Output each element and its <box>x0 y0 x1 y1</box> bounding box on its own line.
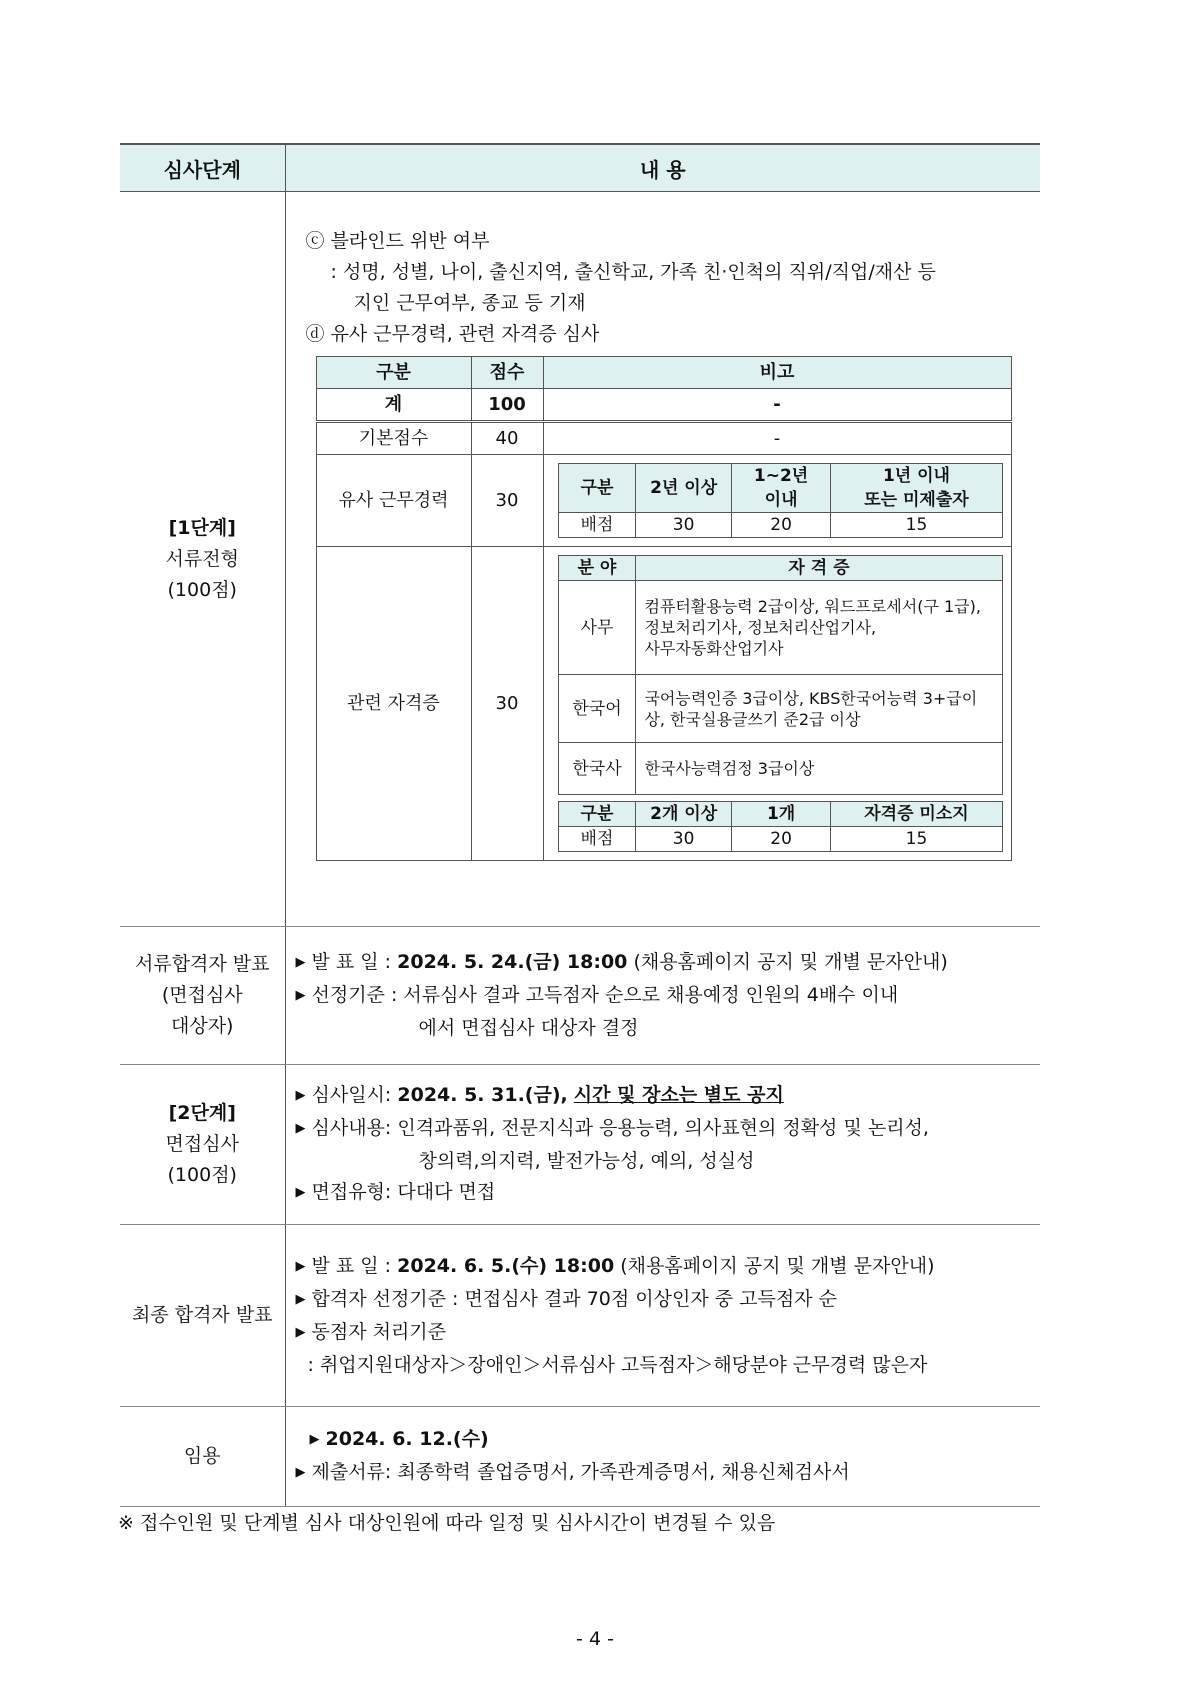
doc-pass-line2 <box>296 980 1041 1013</box>
exp-sub-r1: 배점 <box>558 513 636 538</box>
cert-score-r3: 20 <box>731 827 831 852</box>
stage2-line2 <box>296 1113 1041 1146</box>
score-total-row <box>316 389 1011 422</box>
exp-sub-r2: 30 <box>636 513 731 538</box>
tie-criteria: : 취업지원대상자＞장애인＞서류심사 고득점자＞해당분야 근무경력 많은자 <box>307 1353 928 1376</box>
appoint-content <box>285 1407 1040 1507</box>
score-experience-row <box>316 455 1011 547</box>
final-label: 최종 합격자 발표 <box>120 1225 285 1407</box>
exp-sub-r4: 15 <box>831 513 1002 538</box>
cert-score-h4: 자격증 미소지 <box>831 802 1002 827</box>
stage1-points: (100점) <box>167 578 237 601</box>
blind-check-heading: ⓒ 블라인드 위반 여부 <box>305 230 490 252</box>
bullet-icon: ▶ <box>309 1431 320 1447</box>
bullet-icon: ▶ <box>295 1120 306 1136</box>
score-col-points: 점수 <box>471 357 543 389</box>
stage1-type: 서류전형 <box>165 547 239 570</box>
table-header <box>120 144 1040 192</box>
cert-office-line3: 사무자동화산업기사 <box>644 639 784 658</box>
blind-check-detail-2: 지인 근무여부, 종교 등 기재 <box>353 292 586 314</box>
bullet-icon: ▶ <box>295 1324 306 1340</box>
cert-score-h2: 2개 이상 <box>636 802 731 827</box>
score-col-remarks: 비고 <box>543 357 1011 389</box>
final-criteria: 합격자 선정기준 : 면접심사 결과 70점 이상인자 중 고득점자 순 <box>311 1287 837 1310</box>
cert-row-history <box>558 743 1002 795</box>
tie-criteria-label: 동점자 처리기준 <box>311 1320 447 1343</box>
score-table-header <box>316 357 1011 389</box>
doc-pass-line3: 에서 면접심사 대상자 결정 <box>418 1017 639 1039</box>
experience-sub-header <box>558 464 1002 513</box>
cert-score-r1: 배점 <box>558 827 636 852</box>
cert-row-korean <box>558 675 1002 743</box>
bullet-icon: ▶ <box>295 1087 306 1103</box>
experience-cert-heading: ⓓ 유사 근무경력, 관련 자격증 심사 <box>305 323 600 345</box>
cert-score-header <box>558 802 1002 827</box>
stage1-row <box>120 192 1040 927</box>
doc-pass-label <box>120 927 285 1065</box>
bullet-icon: ▶ <box>295 1291 306 1307</box>
final-row <box>120 1225 1040 1407</box>
exp-sub-r3: 20 <box>731 513 831 538</box>
stage1-name: [1단계] <box>168 516 236 539</box>
cert-list-korean <box>636 675 1002 743</box>
exp-sub-h1: 구분 <box>558 464 636 513</box>
appoint-row <box>120 1407 1040 1507</box>
experience-remarks <box>543 455 1011 547</box>
appoint-label: 임용 <box>120 1407 285 1507</box>
exp-sub-h3b: 이내 <box>764 490 798 510</box>
interview-type-label: 면접유형: <box>311 1180 392 1203</box>
doc-pass-line1 <box>296 947 1041 980</box>
cert-score-r2: 30 <box>636 827 731 852</box>
cert-remarks <box>543 547 1011 861</box>
stage1-label <box>120 192 285 927</box>
cert-list-h1: 분 야 <box>558 556 636 581</box>
footnote: ※ 접수인원 및 단계별 심사 대상인원에 따라 일정 및 심사시간이 변경될 수 있음 <box>118 1512 776 1534</box>
appoint-line2 <box>296 1457 1041 1490</box>
cert-office-line1: 컴퓨터활용능력 2급이상, 워드프로세서(구 1급), <box>644 597 981 616</box>
interview-content-label: 심사내용: <box>311 1116 392 1139</box>
cert-office-line2: 정보처리기사, 정보처리산업기사, <box>644 618 877 637</box>
score-base-row <box>316 422 1011 455</box>
doc-pass-criteria: 서류심사 결과 고득점자 순으로 채용예정 인원의 4배수 이내 <box>403 984 899 1006</box>
cert-score-h1: 구분 <box>558 802 636 827</box>
header-stage: 심사단계 <box>120 144 285 192</box>
bullet-icon: ▶ <box>295 955 306 970</box>
experience-points: 30 <box>471 455 543 547</box>
cert-score-subtable <box>558 801 1003 852</box>
blind-check-detail-1: : 성명, 성별, 나이, 출신지역, 출신학교, 가족 친·인척의 직위/직업/재산 등 <box>330 261 936 283</box>
stage2-line1 <box>296 1080 1041 1113</box>
appoint-date: 2024. 6. 12.(수) <box>325 1427 489 1450</box>
cert-row-office <box>558 581 1002 675</box>
total-points: 100 <box>471 389 543 422</box>
cert-field-history: 한국사 <box>558 743 636 795</box>
stage2-content <box>285 1065 1040 1225</box>
interview-content: 인격과품위, 전문지식과 응용능력, 의사표현의 정확성 및 논리성, <box>397 1116 929 1139</box>
score-cert-row <box>316 547 1011 861</box>
exp-sub-h2: 2년 이상 <box>636 464 731 513</box>
doc-pass-name3: 대상자) <box>171 1015 234 1037</box>
final-content <box>285 1225 1040 1407</box>
doc-pass-date-note: (채용홈페이지 공지 및 개별 문자안내) <box>633 951 948 973</box>
base-points: 40 <box>471 422 543 455</box>
cert-field-office: 사무 <box>558 581 636 675</box>
experience-sub-row <box>558 513 1002 538</box>
final-date: 2024. 6. 5.(수) 18:00 <box>397 1254 615 1277</box>
final-date-label: 발 표 일 : <box>311 1254 392 1277</box>
cert-list-h2: 자 격 증 <box>636 556 1002 581</box>
base-label: 기본점수 <box>316 422 471 455</box>
cert-list-history: 한국사능력검정 3급이상 <box>636 743 1002 795</box>
page-number: - 4 - <box>576 1628 614 1650</box>
cert-list-subtable <box>558 555 1003 795</box>
stage2-points: (100점) <box>167 1164 237 1186</box>
final-line2 <box>296 1284 1041 1317</box>
doc-pass-name2: (면접심사 <box>161 984 243 1006</box>
total-label: 계 <box>316 389 471 422</box>
exp-sub-h4b: 또는 미제출자 <box>864 490 969 510</box>
total-remarks: - <box>543 389 1011 422</box>
exp-sub-h3a: 1~2년 <box>753 466 809 486</box>
final-date-note: (채용홈페이지 공지 및 개별 문자안내) <box>620 1254 935 1277</box>
doc-pass-row <box>120 927 1040 1065</box>
bullet-icon: ▶ <box>295 1258 306 1274</box>
stage2-name: [2단계] <box>168 1102 236 1124</box>
cert-points: 30 <box>471 547 543 861</box>
doc-pass-criteria-label: 선정기준 : <box>311 984 398 1006</box>
experience-label: 유사 근무경력 <box>316 455 471 547</box>
doc-pass-date: 2024. 5. 24.(금) 18:00 <box>397 951 628 973</box>
bullet-icon: ▶ <box>295 988 306 1003</box>
cert-list-office <box>636 581 1002 675</box>
final-line1 <box>296 1251 1041 1284</box>
cert-korean-line1: 국어능력인증 3급이상, KBS한국어능력 3+급이 <box>644 688 978 708</box>
bullet-icon: ▶ <box>295 1464 306 1480</box>
interview-type: 다대다 면접 <box>397 1180 496 1203</box>
stage2-line4 <box>296 1177 1041 1210</box>
schedule-table <box>120 143 1040 1507</box>
cert-label: 관련 자격증 <box>316 547 471 861</box>
interview-date: 2024. 5. 31.(금), <box>397 1083 568 1106</box>
exp-sub-h4 <box>831 464 1002 513</box>
cert-score-r4: 15 <box>831 827 1002 852</box>
cert-korean-line2: 상, 한국실용글쓰기 준2급 이상 <box>644 709 861 729</box>
required-documents: 제출서류: 최종학력 졸업증명서, 가족관계증명서, 채용신체검사서 <box>311 1460 850 1483</box>
cert-score-row <box>558 827 1002 852</box>
cert-list-header <box>558 556 1002 581</box>
cert-score-h3: 1개 <box>731 802 831 827</box>
experience-score-subtable <box>558 463 1003 538</box>
stage2-row <box>120 1065 1040 1225</box>
stage2-line3: 창의력,의지력, 발전가능성, 예의, 성실성 <box>418 1149 755 1172</box>
stage1-content <box>285 192 1040 927</box>
final-line3 <box>296 1317 1041 1350</box>
doc-pass-date-label: 발 표 일 : <box>311 951 392 973</box>
bullet-icon: ▶ <box>295 1184 306 1200</box>
stage2-type: 면접심사 <box>165 1133 239 1155</box>
exp-sub-h4a: 1년 이내 <box>882 466 950 486</box>
doc-pass-content <box>285 927 1040 1065</box>
stage2-label <box>120 1065 285 1225</box>
cert-field-korean: 한국어 <box>558 675 636 743</box>
interview-date-label: 심사일시: <box>311 1083 392 1106</box>
header-content: 내 용 <box>285 144 1040 192</box>
base-remarks: - <box>543 422 1011 455</box>
interview-location-note: 시간 및 장소는 별도 공지 <box>573 1083 784 1106</box>
score-table <box>316 356 1012 861</box>
appoint-line1 <box>296 1424 1041 1457</box>
score-col-category: 구분 <box>316 357 471 389</box>
doc-pass-name1: 서류합격자 발표 <box>134 953 270 975</box>
exp-sub-h3 <box>731 464 831 513</box>
